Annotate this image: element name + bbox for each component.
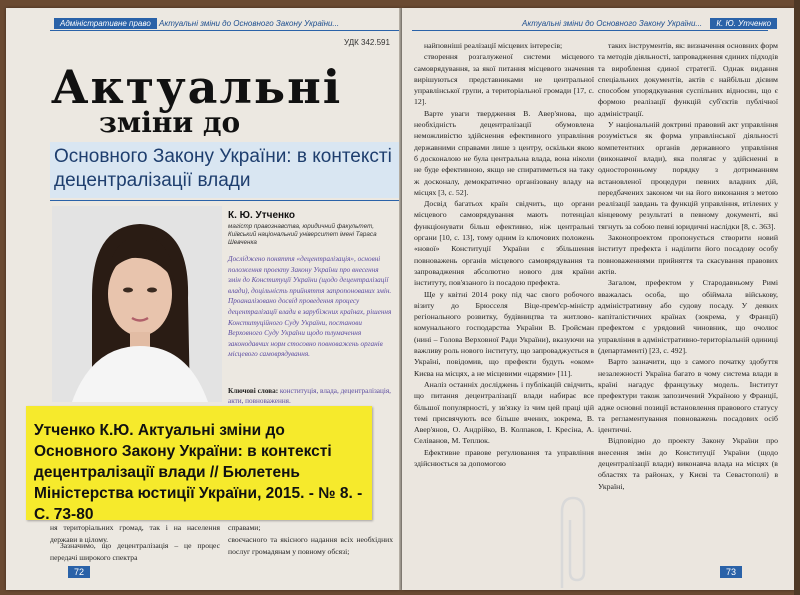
paragraph: таких інструментів, як: визначення основних форм та методів діяльності, запровадження єдиних підходів та вироблення єдиної стратегії. Однак видання спеціальних документів, актів є найбільш дієвим способом упорядкування суспільних відносин, що є формою реалізації функцій суб'єктів публічної адміністрації. [598, 41, 778, 118]
citation-sticker [26, 406, 372, 523]
right-page [402, 8, 794, 590]
magazine-spread [6, 8, 794, 590]
running-head-rule-right [412, 30, 768, 31]
article-title-line1: Актуальні [51, 60, 343, 114]
running-head-right [522, 18, 777, 30]
paragraph: Варте уваги твердження В. Авер'янова, що необхідність децентралізації обумовлена неможливістю здійснення ефективного управління державними справами лише з центру, оскільки якою б досконалою не була центральна влада, вона ніколи не буде ефективною, якщо не спиратиметься на таку ж досконалу, демократично організовану владу на місцях [3, с. 52]. [414, 108, 594, 197]
paragraph: Ще у квітні 2014 року під час свого робочого візиту до Брюсселя Віце-прем'єр-міністр регіонального розвитку, будівництва та житлово-комунального господарства України В. Гройсман (нині – Голова Верховної Ради України), вказуючи на важливу роль нового інституту, що запроваджується в Україні, повідомив, що префекти будуть «оком» Києва на місцях, а не місцевими «царями» [11]. [414, 289, 594, 378]
left-col-text-2: Зазначимо, що децентралізація – це процес передачі широкого спектра [50, 541, 220, 562]
paragraph: Законопроектом пропонується створити новий інститут префекта і наділити його посадову особу повноваженнями прийняття та скасування правових актів. [598, 233, 778, 276]
paragraph: найповніші реалізації місцевих інтересів; [424, 41, 563, 50]
paragraph: Аналіз останніх досліджень і публікацій свідчить, що питання децентралізації влади набирає все більшої популярності, у зв'язку із чим цей праці цій темі присвячують все більше вчених, зокрема, В. Авер'янов, О. Андрійко, В. Колпаков, І. Кресіна, А. Селіванов, М. Теплюк. [414, 379, 594, 446]
article-title-line2: зміни до [99, 106, 241, 139]
right-column-1 [414, 40, 594, 469]
udk-code: УДК 342.591 [344, 38, 390, 47]
mid-col-text: справами; [228, 523, 261, 532]
article-subtitle: Основного Закону України: в контексті децентралізації влади [54, 146, 392, 191]
author-name: К. Ю. Утченко [228, 210, 296, 221]
paragraph: У національній доктрині правовий акт управління розуміється як форма управлінської діяльності компетентних органів державного управління (виконавчої влади), яка полягає у здійсненні в односторонньому порядку з дотриманням встановленої процедури певних владних дій, передбачених законом чи на його виконання з метою реалізації завдань та функцій управління, втілених у кінцевому результаті в певному документі, які тягнуть за собою певні юридичні наслідки [8, с. 363]. [598, 120, 778, 231]
right-column-2 [598, 40, 778, 492]
author-photo [52, 206, 222, 402]
paragraph: Досвід багатьох країн свідчить, що органи місцевого самоврядування мають потенціал функціонувати більш ефективно, ніж центральні органи [10, с. 13], тому одним із ключових положень «нової» Конституції України є збільшення повноважень органів місцевого самоврядування та запровадження абсолютно нового для країни інституту, пов'язаного із посадою префекта. [414, 199, 594, 288]
mid-col-text-2: своєчасного та якісного надання всіх необхідних послуг громадянам у повному обсязі; [228, 535, 393, 556]
background-edge [794, 0, 800, 595]
running-head-title-right: Актуальні зміни до Основного Закону України... [522, 19, 703, 28]
keywords-label: Ключові слова: [228, 387, 279, 395]
section-tag: Адміністративне право [54, 18, 157, 29]
subtitle-rule [50, 200, 400, 201]
running-head-author: К. Ю. Утченко [710, 18, 777, 29]
paragraph: Загалом, префектом у Стародавньому Римі вважалась особа, що обіймала військову, адміністративну або судову посаду. У деяких капіталістичних країнах (зокрема, у Франції) префектом є урядовий чиновник, що очолює управління в адміністративно-територіальній одиниці (департаменті) [23, с. 492]. [598, 278, 778, 356]
page-number-left: 72 [68, 566, 90, 578]
left-col-text: ня територіальних громад, так і на населення держави в цілому. [50, 523, 220, 544]
paragraph: створення розгалуженої системи місцевого самоврядування, за якої питання місцевого значення вирішуються представниками не центральної управлінської групи, а територіальної громади [17, с. 12]. [414, 52, 594, 107]
paragraph: Відповідно до проекту Закону України про внесення змін до Конституції України (щодо децентралізації влади) виконавча влада на місцях (в областях та районах, у Києві та Севастополі) в Україні, [598, 436, 778, 491]
page-number-right: 73 [720, 566, 742, 578]
author-affiliation: магістр правознавства, юридичний факультет, Київський національний університет імені Тараса Шевченка [228, 223, 377, 246]
keywords-list: конституція, влада, децентралізація, акти, повноваження. [228, 387, 391, 405]
paper-clip-icon [556, 492, 590, 592]
article-abstract: Досліджено поняття «децентралізація», основні положення проекту Закону України про внесення змін до Конституції України (щодо децентралізації влади), доцільність прийняття запропонованих змін. Проаналізовано досвід проведення процесу децентралізації влади в зарубіжних країнах, рішення Конституційного Суду України, постанови Верховного Суду України щодо тлумачення законодавчих норм стосовно повноважень органів місцевого самоврядування. [228, 255, 392, 359]
running-head-title: Актуальні зміни до Основного Закону України... [159, 19, 340, 28]
keywords [228, 386, 393, 406]
running-head-rule [50, 30, 400, 31]
running-head-left [54, 18, 339, 30]
paragraph: Ефективне правове регулювання та управління здійснюється за допомогою [414, 447, 594, 468]
citation-text: Утченко К.Ю. Актуальні зміни до Основного Закону України: в контексті децентралізації влади // Бюлетень Міністерства юстиції України, 2015. - № 8. - С. 73-80 [34, 422, 363, 523]
paragraph: Варто зазначити, що з самого початку здобуття незалежності Україна багато в чому система влади в країні нагадує французьку модель. Інститут префектури також запозичений Україною у Франції, адже основні позиції встановлення правового статусу та регламентування повноважень посадових осіб ідентичні. [598, 357, 778, 435]
